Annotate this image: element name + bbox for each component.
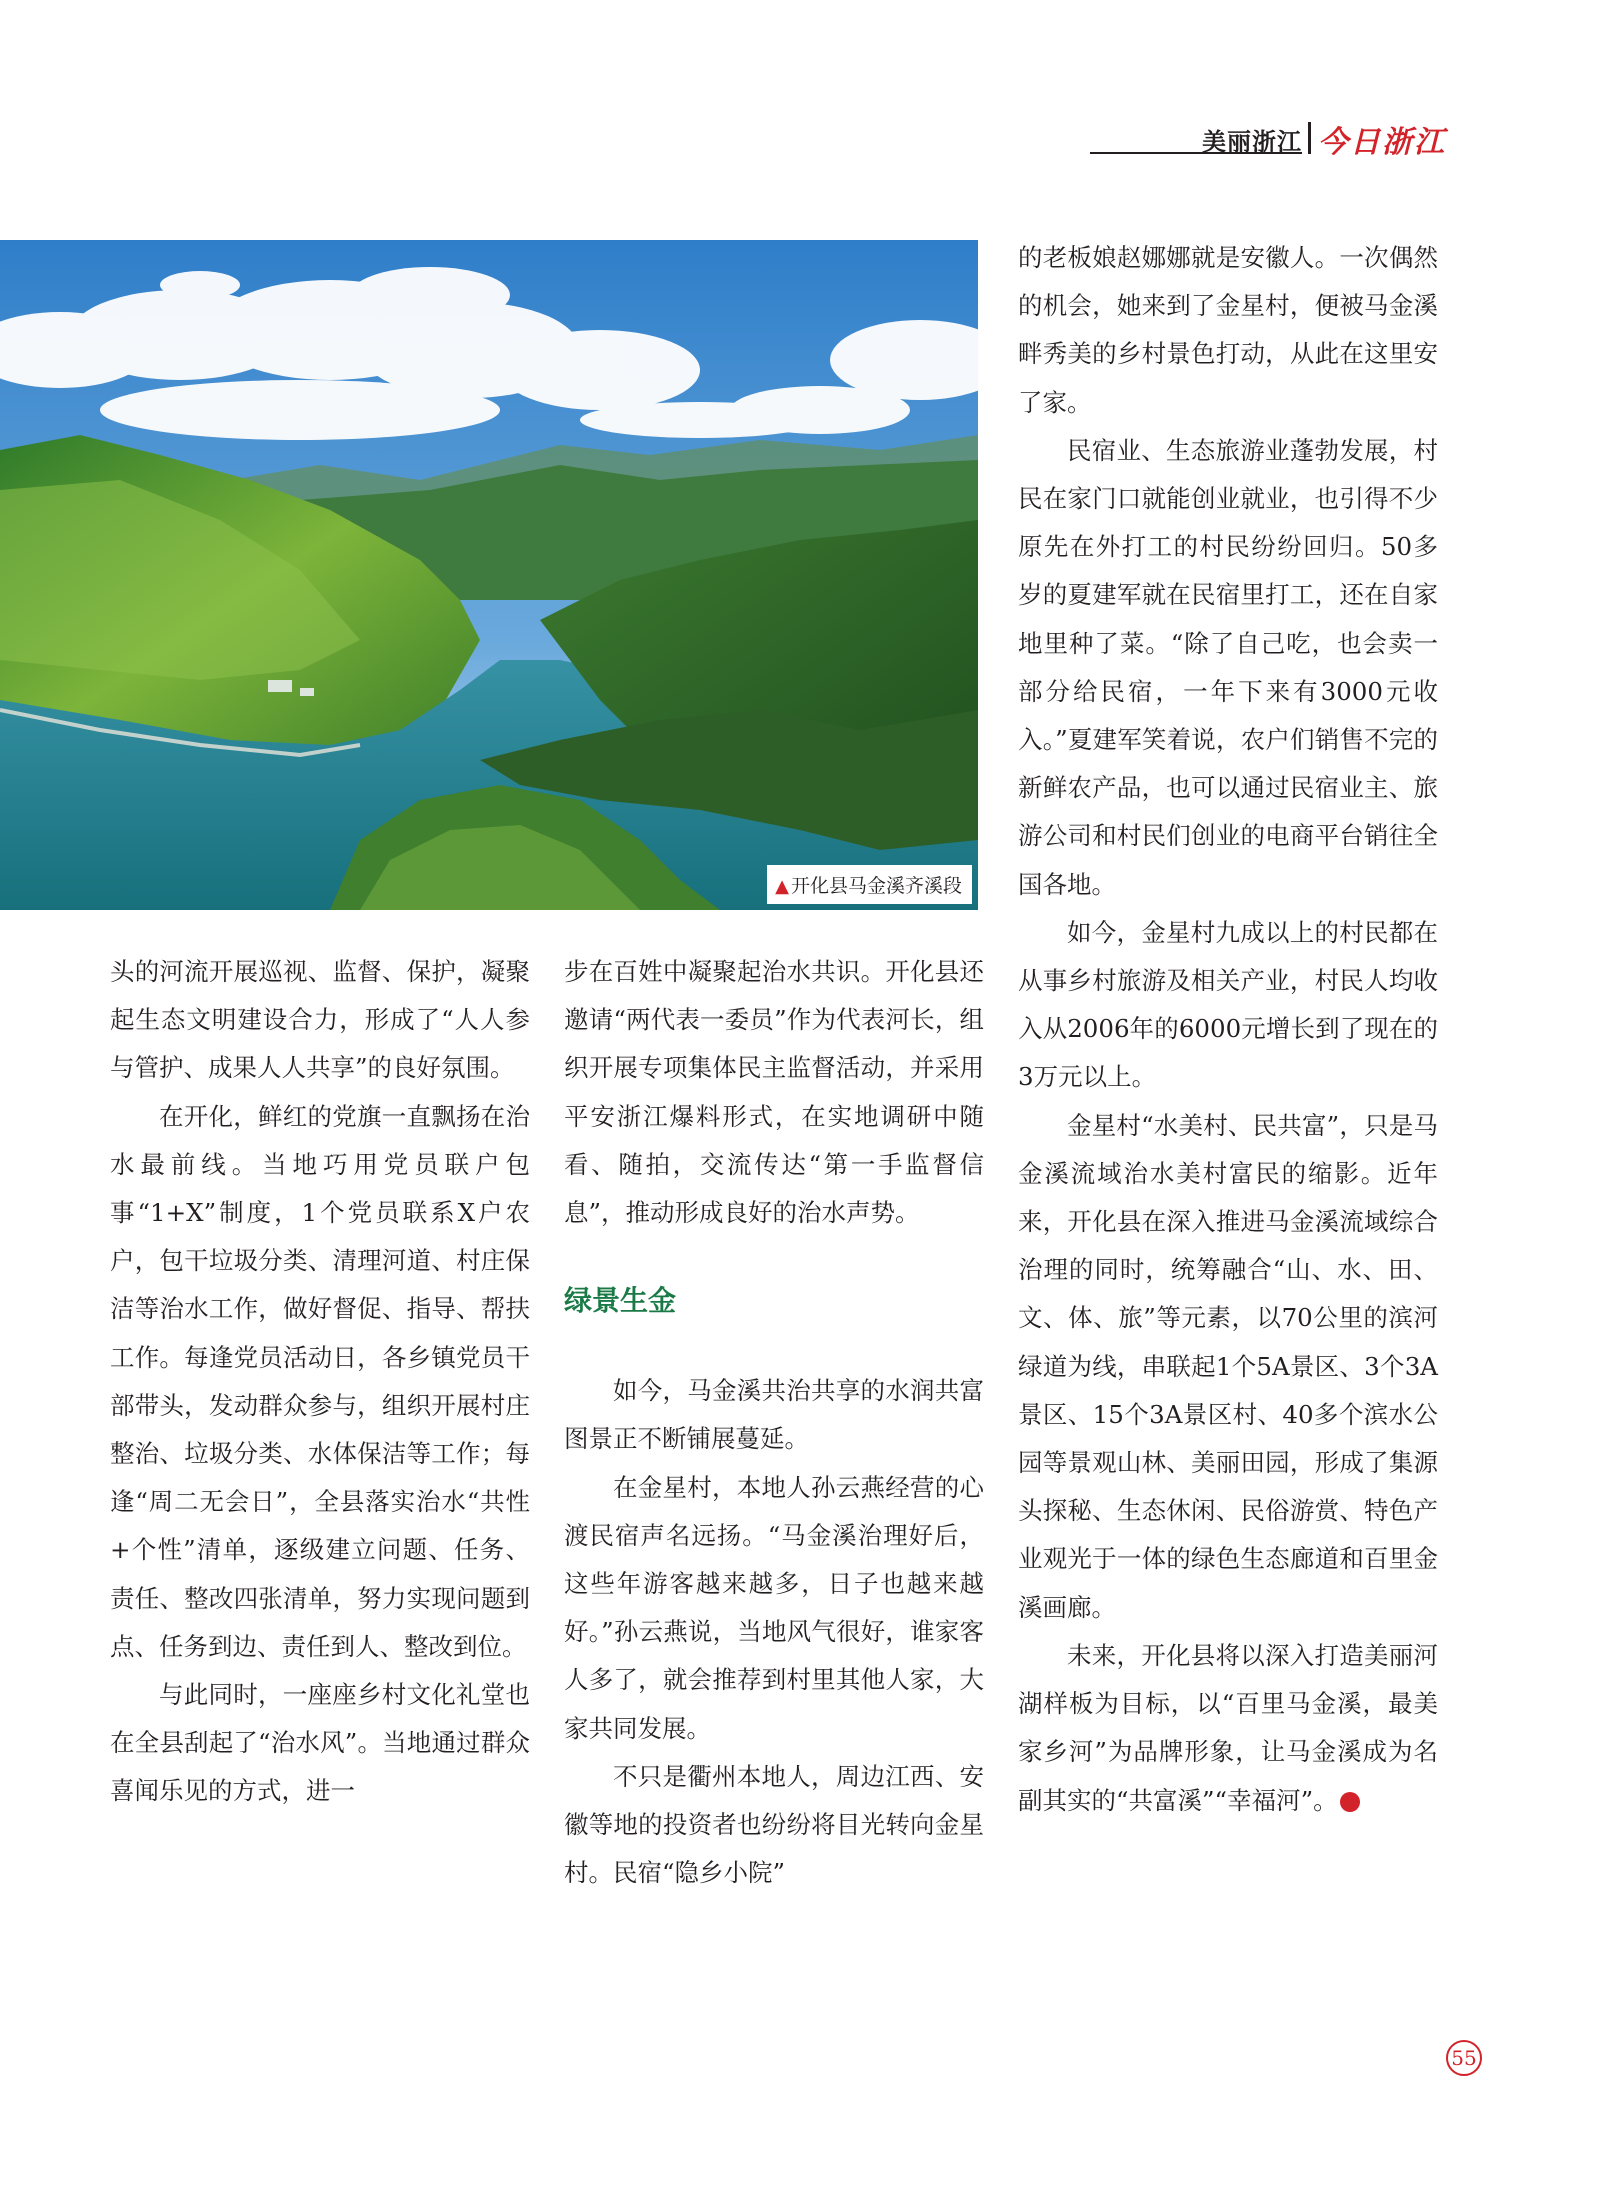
article-column-1 <box>110 948 530 1816</box>
article-column-3 <box>1018 234 1438 1825</box>
section-title: 美丽浙江 <box>1202 128 1302 156</box>
caption-text: 开化县马金溪齐溪段 <box>790 875 962 897</box>
page-number: 55 <box>1446 2040 1482 2076</box>
paragraph: 如今，金星村九成以上的村民都在从事乡村旅游及相关产业，村民人均收入从2006年的6000元增长到了现在的3万元以上。 <box>1018 917 1438 1092</box>
paragraph-final <box>1018 1632 1438 1825</box>
paragraph: 步在百姓中凝聚起治水共识。开化县还邀请“两代表一委员”作为代表河长，组织开展专项集体民主监督活动，并采用平安浙江爆料形式，在实地调研中随看、随拍，交流传达“第一手监督信息”，推动形成良好的治水声势。 <box>564 957 984 1228</box>
paragraph: 如今，马金溪共治共享的水润共富图景正不断铺展蔓延。 <box>564 1376 984 1454</box>
paragraph: 在金星村，本地人孙云燕经营的心渡民宿声名远扬。“马金溪治理好后，这些年游客越来越多，日子也越来越好。”孙云燕说，当地风气很好，谁家客人多了，就会推荐到村里其他人家，大家共同发展。 <box>564 1472 984 1743</box>
paragraph: 的老板娘赵娜娜就是安徽人。一次偶然的机会，她来到了金星村，便被马金溪畔秀美的乡村景色打动，从此在这里安了家。 <box>1018 243 1438 417</box>
paragraph: 不只是衢州本地人，周边江西、安徽等地的投资者也纷纷将目光转向金星村。民宿“隐乡小院” <box>564 1761 984 1888</box>
paragraph: 民宿业、生态旅游业蓬勃发展，村民在家门口就能创业就业，也引得不少原先在外打工的村民纷纷回归。50多岁的夏建军就在民宿里打工，还在自家地里种了菜。“除了自己吃，也会卖一部分给民宿，一年下来有3000元收入。”夏建军笑着说，农户们销售不完的新鲜农产品，也可以通过民宿业主、旅游公司和村民们创业的电商平台销往全国各地。 <box>1018 435 1438 899</box>
photo-caption <box>767 865 972 904</box>
header-divider <box>1308 122 1311 154</box>
paragraph: 头的河流开展巡视、监督、保护，凝聚起生态文明建设合力，形成了“人人参与管护、成果人人共享”的良好氛围。 <box>110 957 530 1083</box>
paragraph: 金星村“水美村、民共富”，只是马金溪流域治水美村富民的缩影。近年来，开化县在深入推进马金溪流域综合治理的同时，统筹融合“山、水、田、文、体、旅”等元素，以70公里的滨河绿道为线，串联起1个5A景区、3个3A景区、15个3A景区村、40多个滨水公园等景观山林、美丽田园，形成了集源头探秘、生态休闲、民俗游赏、特色产业观光于一体的绿色生态廊道和百里金溪画廊。 <box>1018 1110 1438 1622</box>
landscape-photo <box>0 240 978 910</box>
paragraph: 在开化，鲜红的党旗一直飘扬在治水最前线。当地巧用党员联户包事“1+X”制度，1个党员联系X户农户，包干垃圾分类、清理河道、村庄保洁等治水工作，做好督促、指导、帮扶工作。每逢党员活动日，各乡镇党员干部带头，发动群众参与，组织开展村庄整治、垃圾分类、水体保洁等工作；每逢“周二无会日”，全县落实治水“共性+个性”清单，逐级建立问题、任务、责任、整改四张清单，努力实现问题到点、任务到边、责任到人、整改到位。 <box>110 1101 530 1661</box>
magazine-logo: 今日浙江 <box>1318 125 1446 160</box>
article-column-2 <box>564 948 984 1897</box>
paragraph-text: 未来，开化县将以深入打造美丽河湖样板为目标，以“百里马金溪，最美家乡河”为品牌形象，让马金溪成为名副其实的“共富溪”“幸福河”。 <box>1018 1640 1438 1815</box>
paragraph: 与此同时，一座座乡村文化礼堂也在全县刮起了“治水风”。当地通过群众喜闻乐见的方式，进一 <box>110 1680 530 1806</box>
end-mark-icon: 今 <box>1340 1792 1360 1812</box>
section-subhead: 绿景生金 <box>564 1284 677 1318</box>
caption-triangle-icon: ▲ <box>775 876 789 897</box>
river-valley-illustration <box>0 240 978 910</box>
